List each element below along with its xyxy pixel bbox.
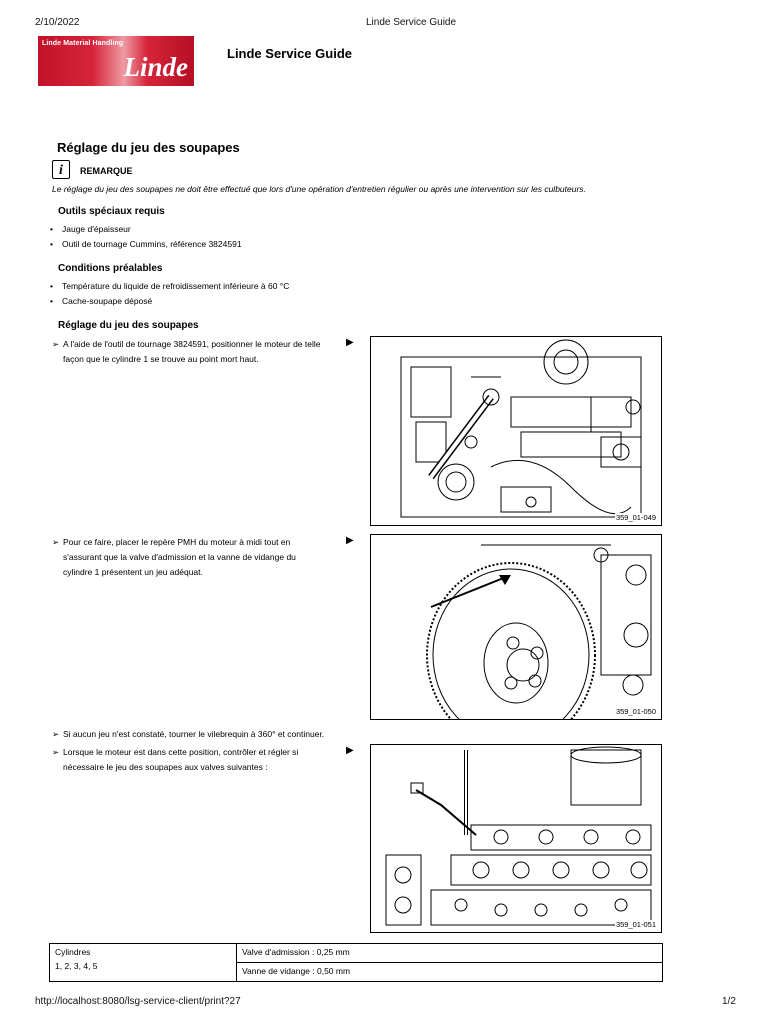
logo-wordmark: Linde xyxy=(123,52,188,82)
cylinders-label: Cylindres xyxy=(55,947,91,957)
intake-clearance: Valve d'admission : 0,25 mm xyxy=(237,944,663,963)
remark-text: Le réglage du jeu des soupapes ne doit être effectué que lors d'une opération d'entretien régulier ou après une intervention sur les culbuteurs. xyxy=(52,184,586,194)
step-arrow-icon: ➢ xyxy=(52,747,60,757)
print-title: Linde Service Guide xyxy=(366,17,457,28)
procedure-step-4: ➢ Lorsque le moteur est dans cette position, contrôler et régler si nécessaire le jeu des soupapes aux valves suivantes : xyxy=(52,747,299,772)
print-url: http://localhost:8080/lsg-service-client/print?27 xyxy=(35,996,241,1007)
cylinders-value: 1, 2, 3, 4, 5 xyxy=(55,961,98,971)
step-arrow-icon: ➢ xyxy=(52,537,60,547)
procedure-step-3: ➢ Si aucun jeu n'est constaté, tourner le vilebrequin à 360° et continuer. xyxy=(52,727,324,742)
valve-clearance-table xyxy=(49,943,663,982)
play-icon: ▶ xyxy=(346,337,354,348)
cylinders-cell xyxy=(50,944,237,982)
exhaust-clearance: Vanne de vidange : 0,50 mm xyxy=(237,963,663,982)
info-icon: i xyxy=(52,160,70,179)
step-arrow-icon: ➢ xyxy=(52,729,60,739)
logo-subtitle: Linde Material Handling xyxy=(42,40,124,47)
tools-heading: Outils spéciaux requis xyxy=(58,206,165,217)
figure-caption: 359_01-051 xyxy=(615,920,656,929)
play-icon: ▶ xyxy=(346,745,354,756)
page-number: 1/2 xyxy=(722,996,736,1007)
figure-engine-turning-tool xyxy=(370,336,662,526)
figure-valve-adjustment xyxy=(370,744,662,933)
list-item: • Température du liquide de refroidissement inférieure à 60 °C xyxy=(50,281,290,291)
flywheel-drawing xyxy=(371,535,661,719)
prereq-heading: Conditions préalables xyxy=(58,263,163,274)
list-item: • Outil de tournage Cummins, référence 3824591 xyxy=(50,239,242,249)
list-item: • Cache-soupape déposé xyxy=(50,296,153,306)
linde-logo xyxy=(38,36,194,86)
list-item: • Jauge d'épaisseur xyxy=(50,224,131,234)
figure-caption: 359_01-049 xyxy=(615,513,656,522)
step-arrow-icon: ➢ xyxy=(52,339,60,349)
print-date: 2/10/2022 xyxy=(35,17,80,28)
engine-drawing xyxy=(371,337,661,525)
brand-title: Linde Service Guide xyxy=(227,46,352,61)
figure-flywheel-marker xyxy=(370,534,662,720)
procedure-step-1: ➢ A l'aide de l'outil de tournage 3824591, positionner le moteur de telle façon que le cylindre 1 se trouve au point mort haut. xyxy=(52,339,321,364)
table-row xyxy=(50,944,663,963)
page-title: Réglage du jeu des soupapes xyxy=(57,140,240,155)
valve-train-drawing xyxy=(371,745,661,932)
procedure-step-2: ➢ Pour ce faire, placer le repère PMH du moteur à midi tout en s'assurant que la valve d'admission et la vanne de vidange du cylindre 1 présentent un jeu adéquat. xyxy=(52,537,296,577)
play-icon: ▶ xyxy=(346,535,354,546)
procedure-heading: Réglage du jeu des soupapes xyxy=(58,320,199,331)
figure-caption: 359_01-050 xyxy=(615,707,656,716)
remark-label: REMARQUE xyxy=(80,166,133,176)
